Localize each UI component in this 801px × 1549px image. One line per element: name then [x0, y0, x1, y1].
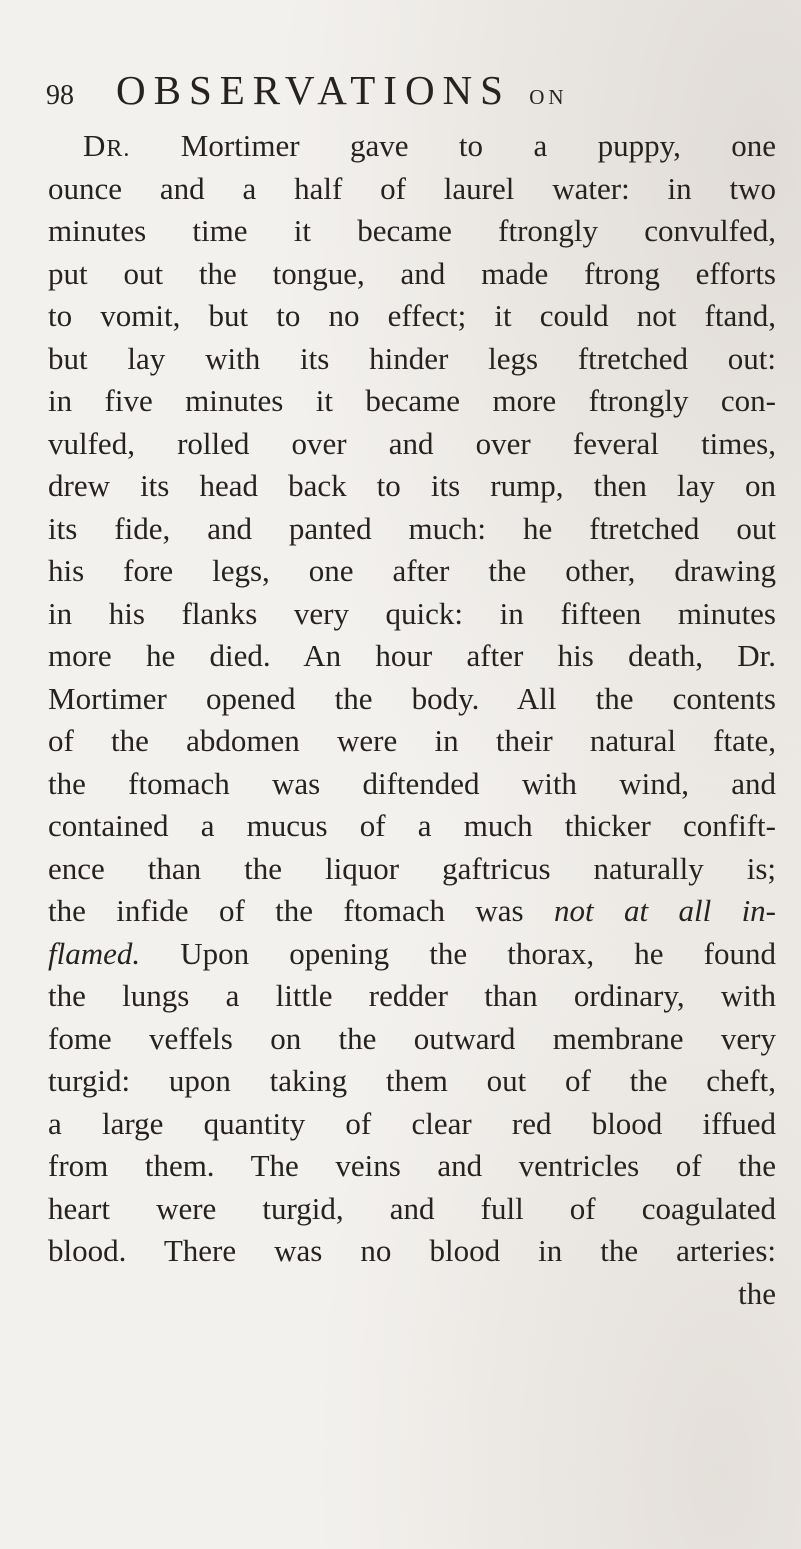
text-line	[48, 890, 776, 933]
text-line	[48, 933, 776, 976]
text-line-content: the infide of the ftomach was	[48, 893, 554, 928]
catchword: the	[738, 1275, 776, 1311]
page-header	[46, 66, 746, 114]
running-title	[116, 66, 568, 114]
italic-emphasis: flamed.	[48, 935, 141, 971]
text-line: of the abdomen were in their natural ftate,	[48, 723, 776, 758]
text-line: the lungs a little redder than ordinary, with	[48, 978, 776, 1013]
text-line: turgid: upon taking them out of the cheft,	[48, 1063, 776, 1098]
text-line	[48, 125, 776, 168]
text-line: Mortimer opened the body. All the contents	[48, 680, 776, 716]
text-line-content: Mortimer gave to a puppy, one	[130, 128, 776, 163]
text-line: in his flanks very quick: in fifteen minutes	[48, 595, 776, 631]
text-line: more he died. An hour after his death, Dr.	[48, 638, 776, 673]
text-line: vulfed, rolled over and over feveral times,	[48, 425, 776, 461]
text-line: blood. There was no blood in the arteries:	[48, 1233, 776, 1268]
running-title-main: OBSERVATIONS	[116, 67, 511, 113]
text-line: the ftomach was diftended with wind, and	[48, 765, 776, 801]
text-line: ounce and a half of laurel water: in two	[48, 170, 776, 206]
text-line: its fide, and panted much: he ftretched out	[48, 510, 776, 546]
text-line: ence than the liquor gaftricus naturally is;	[48, 850, 776, 886]
text-line: put out the tongue, and made ftrong efforts	[48, 255, 776, 291]
text-line: his fore legs, one after the other, drawing	[48, 553, 776, 588]
text-line: minutes time it became ftrongly convulfed,	[48, 213, 776, 248]
text-line: in five minutes it became more ftrongly con-	[48, 383, 776, 418]
opening-word	[83, 128, 130, 163]
opening-word-small-caps: R.	[106, 136, 131, 162]
page-number: 98	[46, 80, 74, 111]
text-line: fome veffels on the outward membrane very	[48, 1020, 776, 1056]
text-line: heart were turgid, and full of coagulated	[48, 1190, 776, 1226]
text-line: contained a mucus of a much thicker confift-	[48, 808, 776, 843]
opening-word-initial: D	[83, 128, 107, 163]
text-line: from them. The veins and ventricles of the	[48, 1148, 776, 1183]
text-line: a large quantity of clear red blood iffued	[48, 1105, 776, 1141]
text-line: to vomit, but to no effect; it could not ftand,	[48, 298, 776, 333]
running-title-suffix: ON	[529, 85, 568, 109]
body-paragraph	[48, 125, 776, 1315]
text-line: but lay with its hinder legs ftretched out:	[48, 340, 776, 376]
text-line: drew its head back to its rump, then lay on	[48, 468, 776, 503]
italic-emphasis: not at all in-	[553, 893, 777, 928]
text-line-content: Upon opening the thorax, he found	[140, 935, 776, 971]
